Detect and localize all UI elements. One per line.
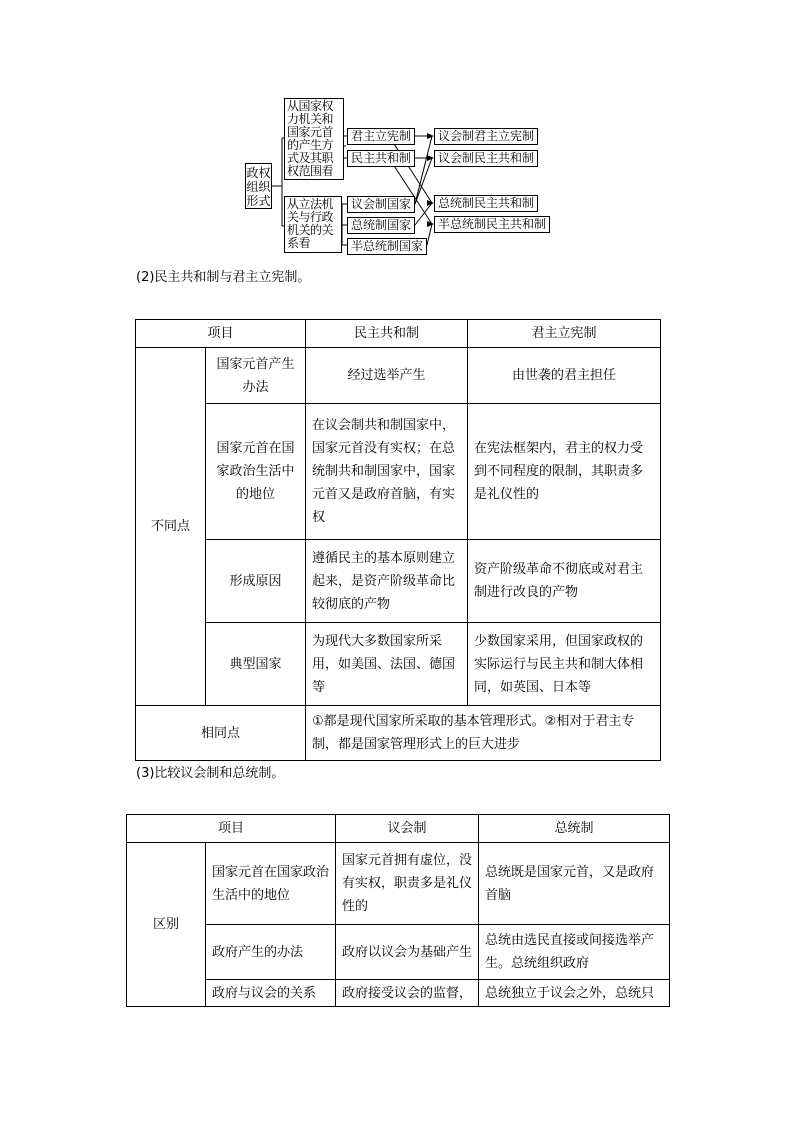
header-presidential: 总统制 — [479, 815, 670, 843]
republic-vs-monarchy-table — [135, 319, 661, 761]
row-presidential: 总统由选民直接或间接选举产生。总统组织政府 — [479, 925, 670, 980]
row-item: 典型国家 — [206, 623, 306, 706]
table2-clip — [126, 814, 670, 1008]
criterion-1-label: 从国家权力机关和国家元首的产生方式及其职权范围看 — [287, 99, 334, 178]
diagram-result-1 — [434, 128, 538, 145]
mid2-label-2: 半总统制国家 — [351, 239, 424, 253]
diagram-result-2 — [434, 150, 538, 167]
diagram-democratic-republic — [347, 150, 415, 167]
table-row — [136, 348, 661, 404]
diff-label: 区别 — [127, 843, 206, 1007]
same-text: ①都是现代国家所采取的基本管理形式。②相对于君主专制，都是国家管理形式上的巨大进步 — [306, 706, 661, 761]
diagram-root-label: 政权组织形式 — [246, 166, 271, 208]
row-monarchy: 在宪法框架内，君主的权力受到不同程度的限制，其职责多是礼仪性的 — [468, 404, 661, 540]
table-row — [127, 980, 670, 1007]
row-republic: 在议会制共和制国家中，国家元首没有实权；在总统制共和制国家中，国家元首又是政府首脑，有实权 — [306, 404, 468, 540]
table-row — [127, 925, 670, 980]
table-row — [136, 404, 661, 540]
header-item: 项目 — [127, 815, 336, 843]
table-row — [136, 540, 661, 623]
result-label-1: 议会制民主共和制 — [438, 151, 535, 165]
row-monarchy: 由世袭的君主担任 — [468, 348, 661, 404]
mid2-label-1: 总统制国家 — [351, 218, 412, 232]
same-label: 相同点 — [136, 706, 306, 761]
row-item: 国家元首产生办法 — [206, 348, 306, 404]
result-label-2: 总统制民主共和制 — [438, 196, 535, 210]
row-item: 政府与议会的关系 — [206, 980, 336, 1007]
row-presidential: 总统独立于议会之外，总统只 — [479, 980, 670, 1007]
political-forms-diagram — [0, 0, 794, 260]
section-caption-2: (2)民主共和制与君主立宪制。 — [136, 270, 311, 285]
mid1-label-0: 君主立宪制 — [351, 129, 412, 143]
table-header-row — [127, 815, 670, 843]
header-republic: 民主共和制 — [306, 320, 468, 348]
row-monarchy: 资产阶级革命不彻底或对君主制进行改良的产物 — [468, 540, 661, 623]
row-parliamentary: 国家元首拥有虚位，没有实权，职责多是礼仪性的 — [336, 843, 479, 925]
row-item: 形成原因 — [206, 540, 306, 623]
result-label-0: 议会制君主立宪制 — [438, 129, 535, 143]
diagram-root — [245, 163, 272, 209]
diff-label: 不同点 — [136, 348, 206, 706]
diagram-criterion-1 — [284, 98, 344, 180]
diagram-constitutional-monarchy — [347, 128, 415, 145]
table-same-row — [136, 706, 661, 761]
row-item: 国家元首在国家政治生活中的地位 — [206, 843, 336, 925]
header-parliamentary: 议会制 — [336, 815, 479, 843]
header-item: 项目 — [136, 320, 306, 348]
diagram-semi-presidential-state — [347, 238, 427, 255]
table-header-row — [136, 320, 661, 348]
row-republic: 为现代大多数国家所采用，如美国、法国、德国等 — [306, 623, 468, 706]
row-presidential: 总统既是国家元首，又是政府首脑 — [479, 843, 670, 925]
row-item: 国家元首在国家政治生活中的地位 — [206, 404, 306, 540]
criterion-2-label: 从立法机关与行政机关的关系看 — [287, 197, 334, 250]
diagram-presidential-state — [347, 217, 415, 234]
row-republic: 经过选举产生 — [306, 348, 468, 404]
row-parliamentary: 政府接受议会的监督， — [336, 980, 479, 1007]
mid2-label-0: 议会制国家 — [351, 197, 412, 211]
row-parliamentary: 政府以议会为基础产生 — [336, 925, 479, 980]
diagram-criterion-2 — [284, 196, 342, 253]
table-row — [127, 843, 670, 925]
table-row — [136, 623, 661, 706]
mid1-label-1: 民主共和制 — [351, 151, 412, 165]
result-label-3: 半总统制民主共和制 — [438, 217, 547, 231]
section-caption-3: (3)比较议会制和总统制。 — [136, 766, 285, 781]
diagram-result-3 — [434, 195, 538, 212]
header-monarchy: 君主立宪制 — [468, 320, 661, 348]
diagram-result-4 — [434, 216, 550, 233]
parliamentary-vs-presidential-table — [126, 814, 670, 1007]
diagram-parliamentary-state — [347, 196, 415, 213]
row-monarchy: 少数国家采用，但国家政权的实际运行与民主共和制大体相同，如英国、日本等 — [468, 623, 661, 706]
row-republic: 遵循民主的基本原则建立起来，是资产阶级革命比较彻底的产物 — [306, 540, 468, 623]
row-item: 政府产生的办法 — [206, 925, 336, 980]
